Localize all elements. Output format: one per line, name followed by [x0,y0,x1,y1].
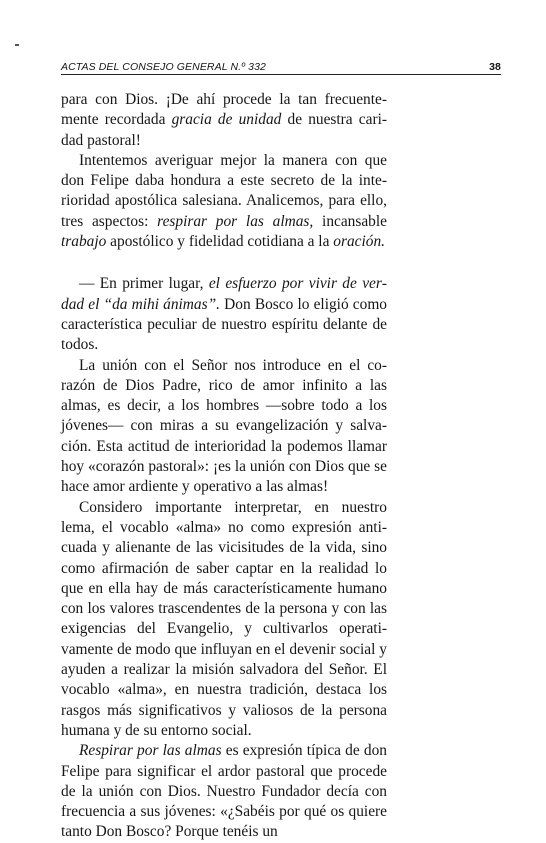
text-run: incansable [313,212,387,230]
italic-run: oración. [333,233,385,251]
running-header [61,60,501,75]
paragraph-6 [61,741,387,842]
text-run: es expresión típica de don Felipe para significar el ardor pastoral que procede de la unión con Dios. Nuestro Fundador decía con frecuencia a sus jóvenes: «¿Sabéis por qué os quiere tanto Don Bosco? Porque tenéis un [61,742,387,841]
paragraph-2 [61,151,387,252]
italic-run: respirar por las almas, [157,212,314,230]
italic-run: gracia de unidad [171,111,282,129]
text-run: de nuestra caridad pastoral! [61,111,387,149]
italic-run: el esfuerzo por vivir de verdad el “da mihi ánimas”. [61,275,387,313]
running-title: ACTAS DEL CONSEJO GENERAL N.º 332 [61,61,266,73]
text-run: Intentemos averiguar mejor la manera con que don Felipe daba hondura a este secreto de la interioridad apostólica salesiana. Analicemos, para ello, tres aspectos: [61,151,387,230]
paragraph-3 [61,274,387,355]
italic-run: Respirar por las almas [79,742,222,760]
paragraph-1 [61,90,387,151]
page-number: 38 [489,61,501,73]
text-run: — En primer lugar, [79,275,209,293]
margin-mark [15,44,19,46]
italic-run: trabajo [61,233,107,251]
text-run: apostólico y fidelidad cotidiana a la [106,233,334,251]
text-run: Don Bosco lo eligió como característica peculiar de nuestro espíritu delante de todos. [61,295,387,354]
paragraph-5: Considero importante interpretar, en nuestro lema, el vocablo «alma» no como expresión anticuada y alienante de las vicisitudes de la vida, sino como afirmación de saber captar en la realidad lo que en ella hay de más característicamente humano con los valores trascendentes de la persona y con las exigencias del Evangelio, y cultivarlos operativamente de modo que influyan en el devenir social y ayuden a realizar la misión salvadora del Señor. El vocablo «alma», en nuestra tradición, destaca los rasgos más significativos y valiosos de la persona humana y de su entorno social. [61,498,387,739]
text-run: para con Dios. ¡De ahí procede la tan frecuentemente recordada [61,91,387,129]
body-text [61,90,387,843]
paragraph-4: La unión con el Señor nos introduce en el corazón de Dios Padre, rico de amor infinito a las almas, es decir, a los hombres —sobre todo a los jóvenes— con miras a su evangelización y salvación. Esta actitud de interioridad la podemos llamar hoy «corazón pastoral»: ¡es la unión con Dios que se hace amor ardiente y operativo a las almas! [61,356,387,496]
